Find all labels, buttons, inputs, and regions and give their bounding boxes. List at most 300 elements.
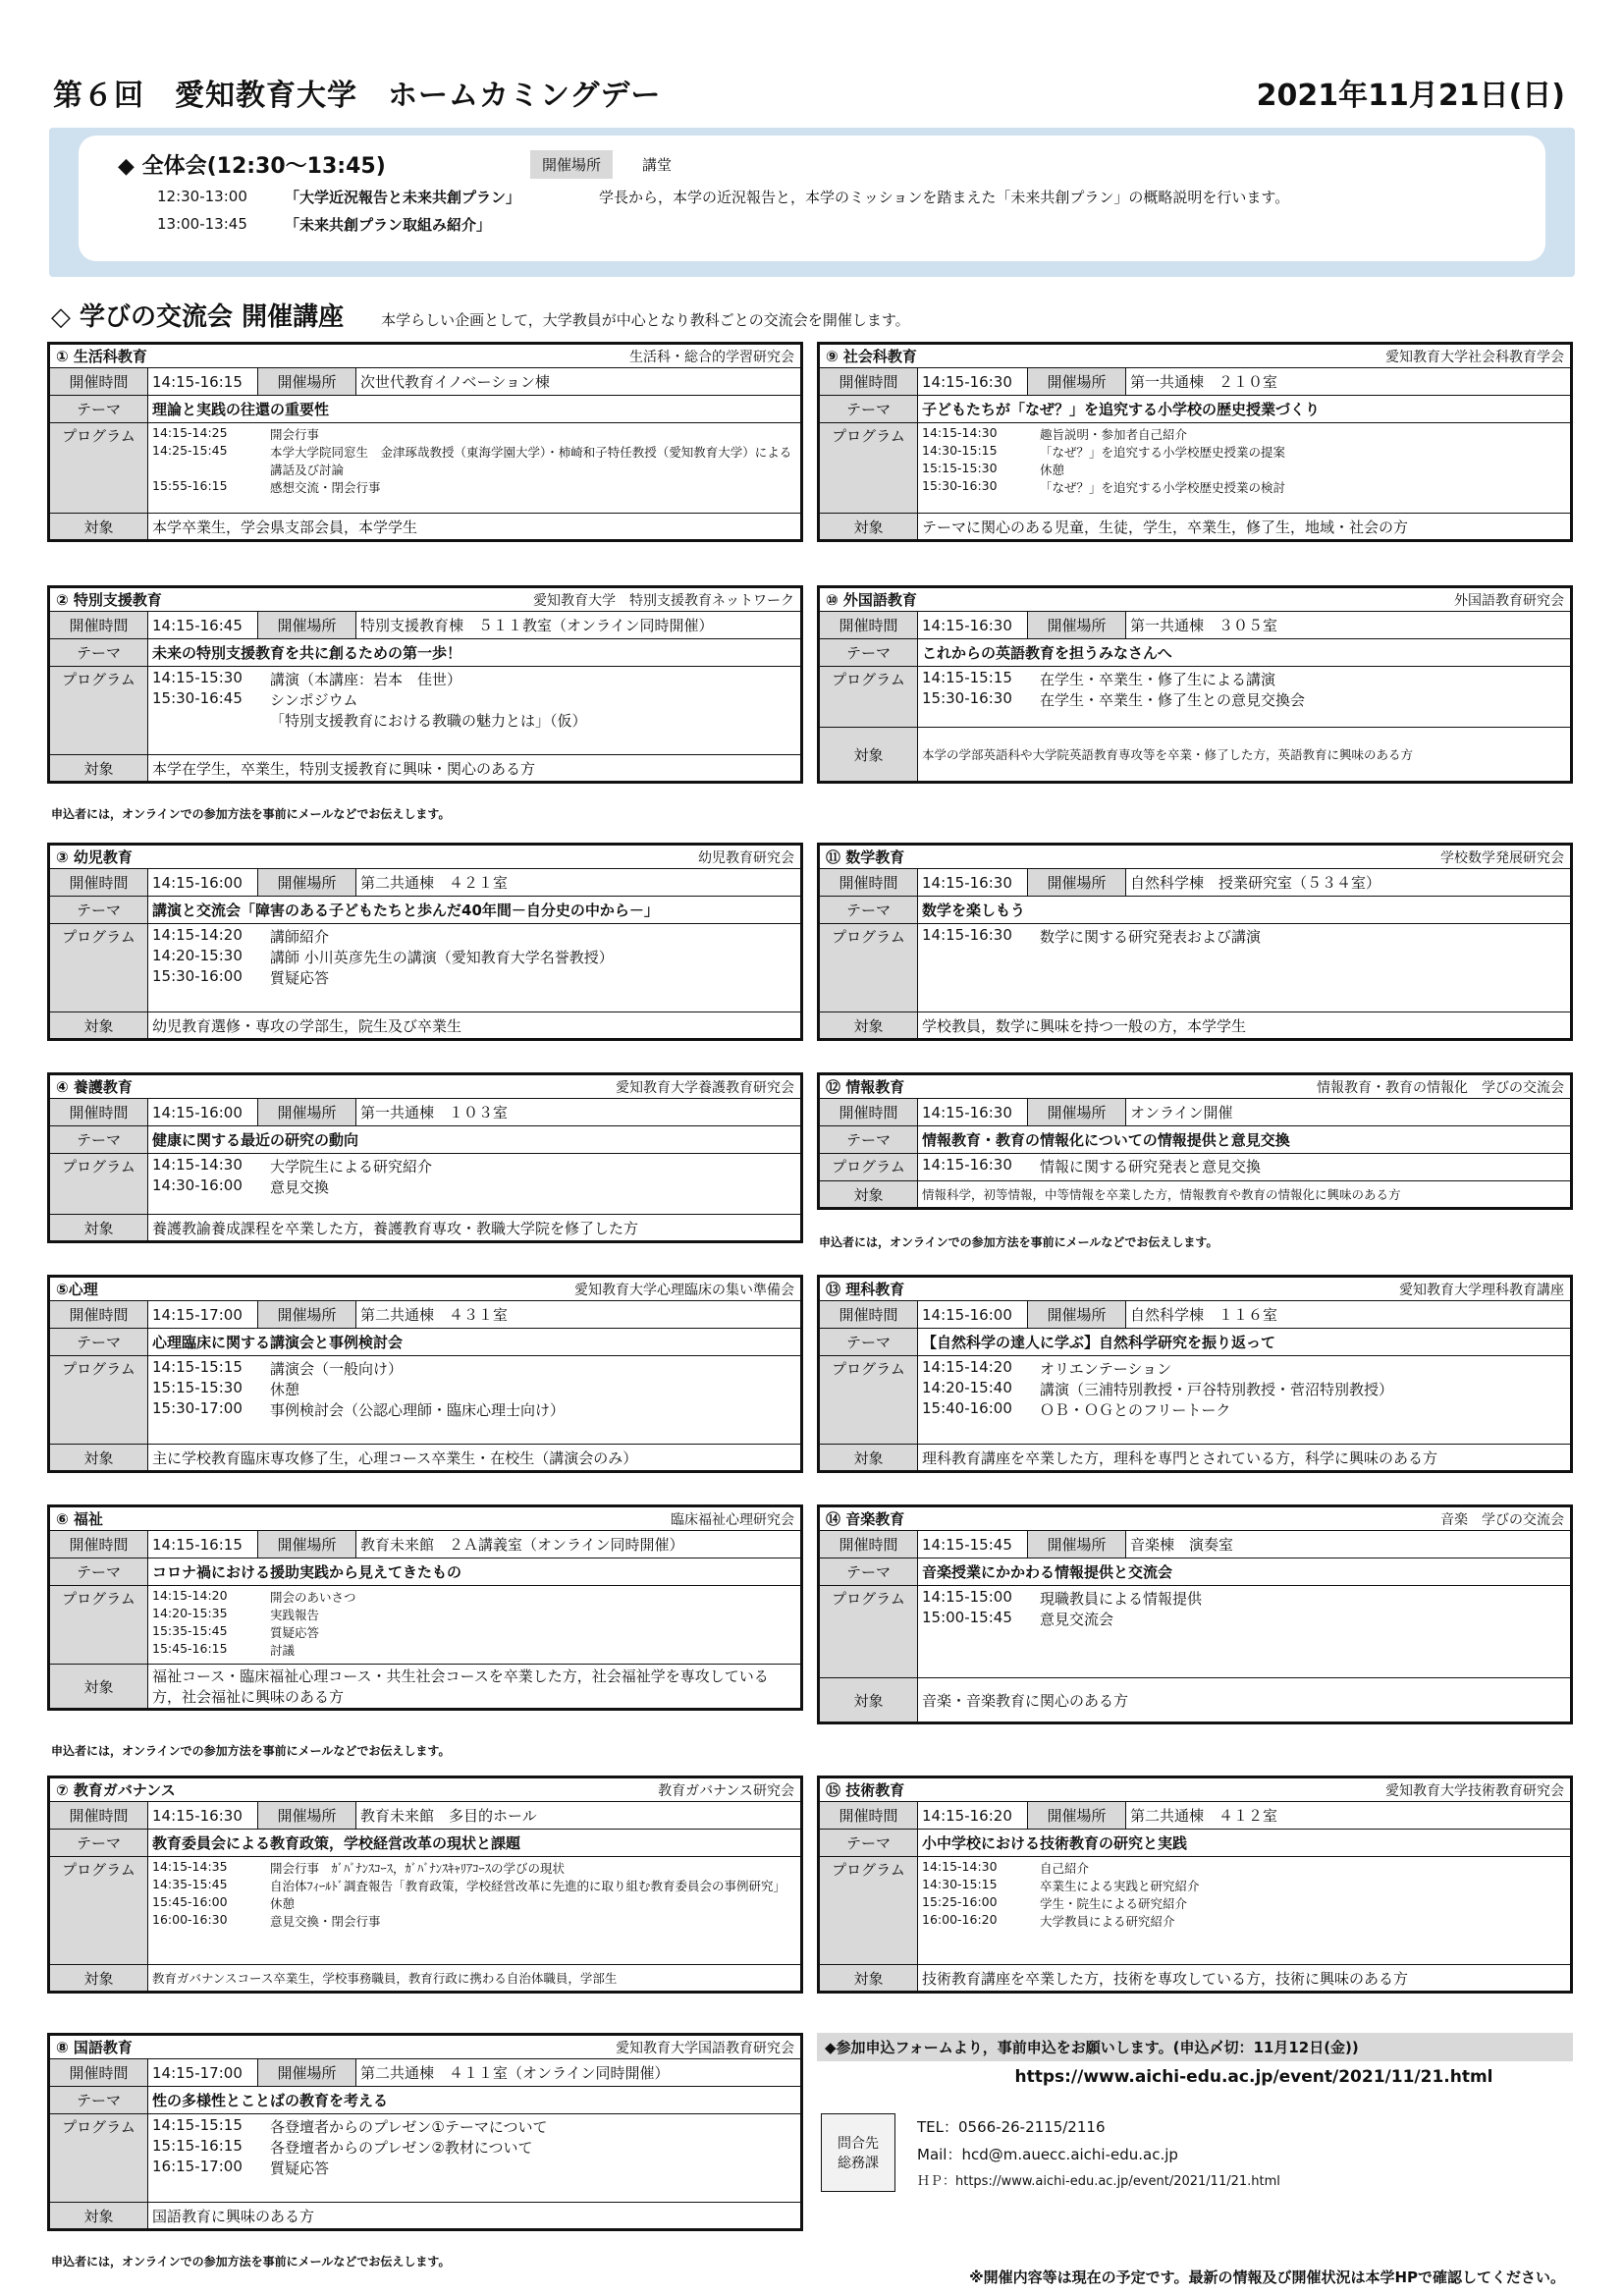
card-header <box>50 1507 800 1531</box>
venue-label: 開催場所 <box>258 869 356 896</box>
time-venue-row <box>50 869 800 897</box>
target-row <box>50 1445 800 1470</box>
card-organizer: 愛知教育大学社会科教育学会 <box>1385 349 1564 365</box>
footer-note: ※開催内容等は現在の予定です。最新の情報及び開催状況は本学HPで確認してください。 <box>969 2269 1565 2286</box>
program-list <box>918 1586 1570 1677</box>
program-item <box>922 1588 1566 1609</box>
program-item <box>152 1641 796 1659</box>
program-label: プログラム <box>50 2114 148 2202</box>
lecture-card <box>817 1275 1573 1473</box>
program-row <box>50 1356 800 1445</box>
section-title: ◇ 学びの交流会 開催講座 <box>51 302 345 332</box>
program-desc: 講演会（一般向け） <box>270 1360 404 1378</box>
theme-label: テーマ <box>50 1830 148 1856</box>
program-label: プログラム <box>50 667 148 754</box>
theme-label: テーマ <box>50 1558 148 1585</box>
program-item <box>152 425 796 443</box>
program-row <box>820 924 1570 1012</box>
program-desc: 在学生・卒業生・修了生との意見交換会 <box>1040 691 1306 709</box>
card-organizer: 情報教育・教育の情報化 学びの交流会 <box>1317 1079 1564 1096</box>
theme-label: テーマ <box>820 396 918 422</box>
program-desc: 現職教員による情報提供 <box>1040 1590 1203 1608</box>
venue-value: 次世代教育イノベーション棟 <box>360 373 550 391</box>
program-desc: 自己紹介 <box>1040 1861 1090 1876</box>
theme-row <box>50 639 800 667</box>
program-item <box>922 1609 1566 1629</box>
time-value: 14:15-16:00 <box>148 1099 258 1125</box>
program-row <box>820 423 1570 514</box>
theme-label: テーマ <box>820 1126 918 1153</box>
program-time: 14:15-14:20 <box>922 1358 1012 1376</box>
card-header <box>820 846 1570 869</box>
target-value: 本学在学生，卒業生，特別支援教育に興味・関心のある方 <box>152 759 536 778</box>
program-row <box>820 1154 1570 1181</box>
card-subject: ⑭ 音楽教育 <box>826 1510 905 1528</box>
card-subject: ⑦ 教育ガバナンス <box>56 1781 176 1799</box>
target-row <box>820 1445 1570 1470</box>
theme-value: 小中学校における技術教育の研究と実践 <box>922 1834 1188 1852</box>
target-value: 本学卒業生，学会県支部会員，本学学生 <box>152 518 418 536</box>
card-subject: ⑤心理 <box>56 1281 98 1298</box>
program-row <box>50 2114 800 2203</box>
card-header <box>820 588 1570 612</box>
contact-mail[interactable]: Mail：hcd@m.auecc.aichi-edu.ac.jp <box>917 2146 1178 2163</box>
program-item <box>152 1358 796 1379</box>
card-header <box>820 1507 1570 1531</box>
lecture-card <box>47 1776 803 1994</box>
target-label: 対象 <box>50 1665 148 1708</box>
program-item <box>152 1877 796 1894</box>
target-row <box>820 1012 1570 1038</box>
time-label: 開催時間 <box>50 869 148 896</box>
program-label: プログラム <box>820 1857 918 1964</box>
card-header <box>50 1075 800 1099</box>
lecture-card <box>817 342 1573 542</box>
venue-label: 開催場所 <box>1028 612 1126 638</box>
plenary-panel <box>49 128 1575 277</box>
target-label: 対象 <box>820 1012 918 1038</box>
program-desc: 学生・院生による研究紹介 <box>1040 1896 1188 1911</box>
lecture-card <box>47 1275 803 1473</box>
program-desc: 講師 小川英彦先生の講演（愛知教育大学名誉教授） <box>270 949 614 966</box>
card-subject: ⑧ 国語教育 <box>56 2039 133 2056</box>
target-row <box>50 1665 800 1708</box>
venue-value: 第二共通棟 ４１１室（オンライン同時開催） <box>360 2064 670 2082</box>
program-item <box>152 967 796 988</box>
target-value: 本学の学部英語科や大学院英語教育専攻等を卒業・修了した方，英語教育に興味のある方 <box>922 747 1414 762</box>
time-label: 開催時間 <box>50 1531 148 1558</box>
card-subject: ⑩ 外国語教育 <box>826 591 917 609</box>
program-label: プログラム <box>50 1154 148 1214</box>
program-desc: 質疑応答 <box>270 2159 330 2177</box>
target-label: 対象 <box>50 1215 148 1240</box>
program-list <box>148 924 800 1011</box>
card-subject: ⑨ 社会科教育 <box>826 348 917 365</box>
card-organizer: 愛知教育大学心理臨床の集い準備会 <box>574 1282 794 1298</box>
target-row <box>50 514 800 539</box>
program-time: 14:15-15:00 <box>922 1588 1012 1606</box>
theme-value: 情報教育・教育の情報化についての情報提供と意見交換 <box>922 1131 1290 1149</box>
theme-row <box>50 1329 800 1356</box>
program-list <box>918 423 1570 513</box>
target-value: 養護教諭養成課程を卒業した方，養護教育専攻・教職大学院を修了した方 <box>152 1219 639 1237</box>
program-row <box>50 1586 800 1665</box>
program-desc: 趣旨説明・参加者自己紹介 <box>1040 427 1188 442</box>
card-subject: ⑬ 理科教育 <box>826 1281 905 1298</box>
plenary-title: ◆ 全体会(12:30～13:45) <box>118 153 386 179</box>
program-item <box>152 478 796 496</box>
program-list <box>918 667 1570 727</box>
theme-row <box>820 396 1570 423</box>
target-label: 対象 <box>50 755 148 781</box>
time-label: 開催時間 <box>50 612 148 638</box>
program-item <box>922 478 1566 496</box>
program-desc: 感想交流・閉会行事 <box>270 480 381 495</box>
program-desc: 事例検討会（公認心理師・臨床心理士向け） <box>270 1401 566 1419</box>
program-list <box>918 1356 1570 1444</box>
card-header <box>50 846 800 869</box>
time-venue-row <box>820 368 1570 396</box>
program-label: プログラム <box>820 1154 918 1180</box>
program-desc: 在学生・卒業生・修了生による講演 <box>1040 671 1276 688</box>
venue-label: 開催場所 <box>1028 1802 1126 1829</box>
theme-row <box>820 1329 1570 1356</box>
card-subject: ⑮ 技術教育 <box>826 1781 905 1799</box>
program-time: 14:20-15:40 <box>922 1379 1012 1396</box>
target-label: 対象 <box>820 1181 918 1207</box>
program-time <box>152 710 270 731</box>
program-label: プログラム <box>50 1586 148 1664</box>
program-time: 15:30-16:30 <box>922 689 1012 707</box>
theme-row <box>50 2087 800 2114</box>
target-value: 福祉コース・臨床福祉心理コース・共生社会コースを卒業した方，社会福祉学を専攻している方，社会福祉に興味のある方 <box>152 1667 769 1706</box>
program-item <box>922 443 1566 461</box>
time-label: 開催時間 <box>50 1802 148 1829</box>
program-time: 14:15-14:25 <box>152 425 228 440</box>
time-label: 開催時間 <box>820 1099 918 1125</box>
program-list <box>148 1586 800 1664</box>
venue-value: 自然科学棟 １１６室 <box>1130 1306 1278 1324</box>
program-time: 15:40-16:00 <box>922 1399 1012 1417</box>
program-desc: オリエンテーション <box>1040 1360 1172 1378</box>
program-label: プログラム <box>50 924 148 1011</box>
theme-value: これからの英語教育を担うみなさんへ <box>922 644 1172 662</box>
program-desc: 講師紹介 <box>270 928 330 946</box>
venue-label: 開催場所 <box>258 1802 356 1829</box>
target-row <box>50 1012 800 1038</box>
theme-value: 未来の特別支援教育を共に創るための第一歩！ <box>152 644 462 662</box>
venue-value: 第一共通棟 ３０５室 <box>1130 617 1278 634</box>
program-row <box>820 1586 1570 1678</box>
card-header <box>50 1778 800 1802</box>
program-row <box>50 924 800 1012</box>
program-desc: 情報に関する研究発表と意見交換 <box>1040 1158 1262 1175</box>
program-item <box>152 1859 796 1877</box>
target-row <box>820 1678 1570 1722</box>
venue-value: 教育未来館 ２Ａ講義室（オンライン同時開催） <box>360 1536 684 1554</box>
program-desc: 各登壇者からのプレゼン②教材について <box>270 2139 533 2157</box>
target-label: 対象 <box>820 1445 918 1470</box>
venue-value: 特別支援教育棟 ５１１教室（オンライン同時開催） <box>360 617 714 634</box>
theme-value: 心理臨床に関する講演会と事例検討会 <box>152 1334 404 1351</box>
program-label: プログラム <box>820 667 918 727</box>
online-note: 申込者には，オンラインでの参加方法を事前にメールなどでお伝えします。 <box>51 1744 451 1758</box>
program-label: プログラム <box>820 423 918 513</box>
program-time: 14:15-15:30 <box>152 669 243 686</box>
card-subject: ⑫ 情報教育 <box>826 1078 905 1096</box>
time-venue-row <box>50 1099 800 1126</box>
program-desc: 本学大学院同窓生 金津琢哉教授（東海学園大学）・柿崎和子特任教授（愛知教育大学）による講話及び討論 <box>270 445 792 477</box>
program-desc: 質疑応答 <box>270 1625 320 1640</box>
program-time: 15:45-16:15 <box>152 1641 228 1656</box>
event-date: 2021年11月21日(日) <box>1256 79 1565 113</box>
target-label: 対象 <box>50 1445 148 1470</box>
target-row <box>820 1965 1570 1991</box>
apply-text: ◆参加申込フォームより，事前申込をお願いします。(申込〆切：11月12日(金)) <box>817 2033 1573 2061</box>
card-organizer: 幼児教育研究会 <box>698 849 794 866</box>
program-desc: 「なぜ？」を追究する小学校歴史授業の検討 <box>1040 480 1286 495</box>
online-note: 申込者には，オンラインでの参加方法を事前にメールなどでお伝えします。 <box>51 807 451 821</box>
apply-url-link[interactable]: https://www.aichi-edu.ac.jp/event/2021/11/21.html <box>1014 2067 1493 2087</box>
lecture-card <box>817 1072 1573 1210</box>
program-desc: ＯＢ・ＯＧとのフリートーク <box>1040 1401 1231 1419</box>
time-value: 14:15-16:30 <box>148 1802 258 1829</box>
theme-row <box>820 1830 1570 1857</box>
lecture-card <box>817 585 1573 784</box>
time-value: 14:15-16:30 <box>918 1099 1028 1125</box>
venue-value: 第二共通棟 ４２１室 <box>360 874 509 892</box>
venue-label: 開催場所 <box>1028 1301 1126 1328</box>
program-item <box>152 1606 796 1623</box>
venue-value: オンライン開催 <box>1130 1104 1233 1121</box>
time-value: 14:15-16:45 <box>148 612 258 638</box>
program-desc: 数学に関する研究発表および講演 <box>1040 928 1262 946</box>
venue-label: 開催場所 <box>1028 1531 1126 1558</box>
target-value: 理科教育講座を卒業した方，理科を専門とされている方，科学に興味のある方 <box>922 1449 1438 1467</box>
time-value: 14:15-16:15 <box>148 368 258 395</box>
contact-tel: TEL：0566-26-2115/2116 <box>917 2118 1106 2136</box>
card-header <box>50 1278 800 1301</box>
theme-label: テーマ <box>820 1329 918 1355</box>
theme-label: テーマ <box>820 897 918 923</box>
program-time: 15:00-15:45 <box>922 1609 1012 1626</box>
plenary-session-name: 「未来共創プラン取組み紹介」 <box>285 215 492 234</box>
target-label: 対象 <box>50 1012 148 1038</box>
time-label: 開催時間 <box>820 1531 918 1558</box>
card-organizer: 愛知教育大学養護教育研究会 <box>616 1079 794 1096</box>
program-desc: 大学教員による研究紹介 <box>1040 1914 1175 1929</box>
card-header <box>820 1278 1570 1301</box>
time-value: 14:15-17:00 <box>148 1301 258 1328</box>
contact-section <box>821 2113 1280 2196</box>
time-label: 開催時間 <box>820 368 918 395</box>
theme-value: 【自然科学の達人に学ぶ】自然科学研究を振り返って <box>922 1334 1276 1351</box>
program-time: 14:15-14:20 <box>152 926 243 944</box>
card-subject: ③ 幼児教育 <box>56 848 133 866</box>
program-list <box>148 667 800 754</box>
program-time: 14:20-15:30 <box>152 947 243 964</box>
program-time: 16:00-16:20 <box>922 1912 998 1927</box>
target-value: 音楽・音楽教育に関心のある方 <box>922 1691 1129 1710</box>
program-time: 15:30-16:00 <box>152 967 243 985</box>
program-item <box>922 1894 1566 1912</box>
program-row <box>50 423 800 514</box>
program-desc: 休憩 <box>1040 463 1065 477</box>
program-time: 16:15-17:00 <box>152 2158 243 2175</box>
program-item <box>152 2158 796 2178</box>
card-organizer: 生活科・総合的学習研究会 <box>629 349 794 365</box>
program-label: プログラム <box>50 1857 148 1964</box>
program-row <box>820 1356 1570 1445</box>
program-item <box>922 1379 1566 1399</box>
theme-row <box>820 1126 1570 1154</box>
theme-label: テーマ <box>50 396 148 422</box>
time-value: 14:15-16:00 <box>148 869 258 896</box>
theme-row <box>50 1558 800 1586</box>
theme-row <box>50 396 800 423</box>
theme-value: コロナ禍における援助実践から見えてきたもの <box>152 1563 462 1581</box>
program-desc: 意見交流会 <box>1040 1611 1114 1628</box>
program-time: 14:15-14:20 <box>152 1588 228 1603</box>
program-row <box>50 667 800 755</box>
time-value: 14:15-16:15 <box>148 1531 258 1558</box>
program-list <box>148 423 800 513</box>
time-value: 14:15-17:00 <box>148 2059 258 2086</box>
program-desc: 「特別支援教育における教職の魅力とは」（仮） <box>270 712 587 730</box>
contact-hp[interactable]: ＨＰ：https://www.aichi-edu.ac.jp/event/2021/11/21.html <box>917 2174 1280 2189</box>
card-organizer: 外国語教育研究会 <box>1454 592 1564 609</box>
card-subject: ① 生活科教育 <box>56 348 147 365</box>
program-time: 15:30-16:45 <box>152 689 243 707</box>
program-desc: 質疑応答 <box>270 969 330 987</box>
card-header <box>820 345 1570 368</box>
program-desc: 講演（三浦特別教授・戸谷特別教授・菅沼特別教授） <box>1040 1381 1394 1398</box>
lecture-card <box>47 1504 803 1711</box>
card-organizer: 愛知教育大学国語教育研究会 <box>616 2040 794 2056</box>
program-time: 15:25-16:00 <box>922 1894 998 1909</box>
program-desc: 自治体ﾌｨｰﾙﾄﾞ調査報告「教育政策，学校経営改革に先進的に取り組む教育委員会の事例研究」 <box>270 1879 786 1893</box>
program-time: 14:15-15:15 <box>152 2116 243 2134</box>
theme-value: 理論と実践の往還の重要性 <box>152 401 330 418</box>
plenary-box <box>79 136 1545 261</box>
program-list <box>148 1857 800 1964</box>
theme-value: 性の多様性とことばの教育を考える <box>152 2092 389 2109</box>
venue-label: 開催場所 <box>258 612 356 638</box>
venue-label: 開催場所 <box>258 1531 356 1558</box>
theme-label: テーマ <box>820 639 918 666</box>
theme-value: 子どもたちが「なぜ？」を追究する小学校の歴史授業づくり <box>922 401 1321 418</box>
venue-value: 第二共通棟 ４１２室 <box>1130 1807 1278 1825</box>
time-label: 開催時間 <box>50 2059 148 2086</box>
program-time: 14:15-14:30 <box>922 1859 998 1874</box>
program-desc: 討議 <box>270 1643 296 1658</box>
program-time: 14:35-15:45 <box>152 1877 228 1891</box>
program-time: 14:20-15:35 <box>152 1606 228 1620</box>
program-item <box>922 1399 1566 1420</box>
card-header <box>820 1778 1570 1802</box>
card-organizer: 教育ガバナンス研究会 <box>658 1782 794 1799</box>
program-desc: 意見交換・閉会行事 <box>270 1914 381 1929</box>
program-time: 16:00-16:30 <box>152 1912 228 1927</box>
program-item <box>922 461 1566 478</box>
lecture-card <box>817 1504 1573 1724</box>
program-list <box>148 2114 800 2202</box>
theme-value: 教育委員会による教育政策，学校経営改革の現状と課題 <box>152 1834 521 1852</box>
target-row <box>820 1181 1570 1207</box>
program-item <box>152 1894 796 1912</box>
venue-label: 開催場所 <box>1028 368 1126 395</box>
theme-row <box>50 1830 800 1857</box>
program-row <box>820 667 1570 728</box>
program-list <box>918 1857 1570 1964</box>
lecture-card <box>47 2033 803 2231</box>
time-venue-row <box>50 612 800 639</box>
card-subject: ② 特別支援教育 <box>56 591 162 609</box>
program-item <box>152 1156 796 1176</box>
lecture-card <box>817 1776 1573 1994</box>
program-item <box>922 1912 1566 1930</box>
program-item <box>152 669 796 689</box>
time-label: 開催時間 <box>820 869 918 896</box>
time-value: 14:15-15:45 <box>918 1531 1028 1558</box>
card-header <box>820 1075 1570 1099</box>
program-desc: 「なぜ？」を追究する小学校歴史授業の提案 <box>1040 445 1286 460</box>
time-value: 14:15-16:20 <box>918 1802 1028 1829</box>
target-row <box>820 514 1570 539</box>
time-value: 14:15-16:30 <box>918 612 1028 638</box>
plenary-venue: 講堂 <box>642 155 673 174</box>
theme-label: テーマ <box>50 639 148 666</box>
time-venue-row <box>820 1301 1570 1329</box>
target-label: 対象 <box>50 2203 148 2228</box>
program-time: 14:30-15:15 <box>922 1877 998 1891</box>
venue-label: 開催場所 <box>258 2059 356 2086</box>
program-row <box>820 1857 1570 1965</box>
venue-label: 開催場所 <box>258 368 356 395</box>
program-item <box>152 1588 796 1606</box>
program-item <box>152 1912 796 1930</box>
program-time: 14:15-14:35 <box>152 1859 228 1874</box>
program-item <box>922 669 1566 689</box>
program-time: 14:30-16:00 <box>152 1176 243 1194</box>
program-time: 15:30-17:00 <box>152 1399 243 1417</box>
theme-value: 音楽授業にかかわる情報提供と交流会 <box>922 1563 1173 1581</box>
program-item <box>152 2116 796 2137</box>
theme-label: テーマ <box>50 1329 148 1355</box>
target-row <box>50 2203 800 2228</box>
program-item <box>152 1379 796 1399</box>
venue-label: 開催場所 <box>258 1301 356 1328</box>
program-label: プログラム <box>50 1356 148 1444</box>
program-item <box>922 1859 1566 1877</box>
program-item <box>922 1156 1566 1176</box>
program-desc: 大学院生による研究紹介 <box>270 1158 433 1175</box>
theme-label: テーマ <box>50 1126 148 1153</box>
target-value: 教育ガバナンスコース卒業生，学校事務職員，教育行政に携わる自治体職員，学部生 <box>152 1971 618 1986</box>
card-organizer: 愛知教育大学 特別支援教育ネットワーク <box>533 592 794 609</box>
program-desc: 開会行事 ｶﾞﾊﾞﾅﾝｽｺｰｽ，ｶﾞﾊﾞﾅﾝｽｷｬﾘｱｺｰｽの学びの現状 <box>270 1861 566 1876</box>
program-item <box>152 710 796 731</box>
time-venue-row <box>820 1531 1570 1558</box>
venue-value: 自然科学棟 授業研究室（５３４室） <box>1130 874 1381 892</box>
target-row <box>50 755 800 781</box>
program-item <box>922 425 1566 443</box>
time-venue-row <box>50 368 800 396</box>
time-venue-row <box>50 1301 800 1329</box>
apply-section <box>817 2033 1573 2087</box>
program-item <box>152 1399 796 1420</box>
program-list <box>918 1154 1570 1180</box>
